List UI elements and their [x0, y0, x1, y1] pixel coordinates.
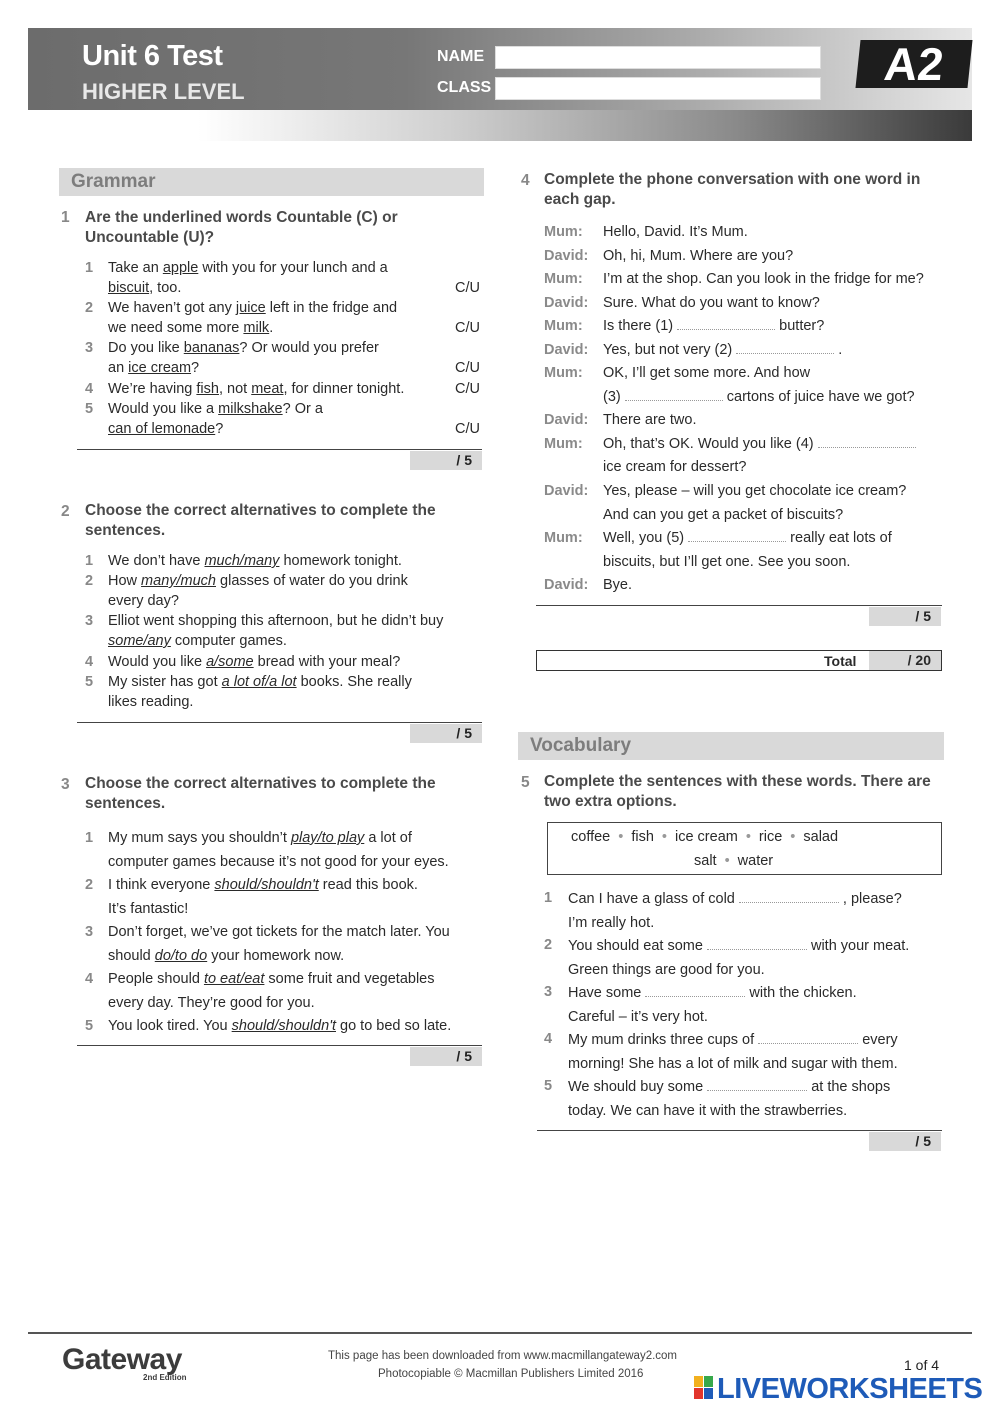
word-option: fish: [631, 829, 654, 845]
item-text: My sister has got a lot of/a lot books. She really likes reading.: [108, 674, 412, 710]
speaker: Mum:: [544, 224, 583, 240]
dialogue-line: OK, I’ll get some more. And how: [603, 365, 811, 381]
speaker: Mum:: [544, 436, 583, 452]
score-box: / 5: [869, 607, 941, 626]
cu-choice[interactable]: C/U: [455, 280, 480, 296]
bullet-separator: •: [661, 829, 667, 845]
item-number: 5: [85, 1018, 94, 1034]
item-number: 2: [544, 937, 553, 953]
name-field[interactable]: [495, 46, 821, 69]
footer-divider: [28, 1332, 972, 1334]
dialogue-line: (3) cartons of juice have we got?: [603, 389, 915, 405]
cu-choice[interactable]: C/U: [455, 421, 480, 437]
item-text: My mum drinks three cups of every morning! She has a lot of milk and sugar with them.: [568, 1032, 898, 1072]
item-text: Can I have a glass of cold , please? I’m really hot.: [568, 891, 902, 931]
bullet-separator: •: [618, 829, 624, 845]
answer-gap[interactable]: [758, 1034, 858, 1044]
word-option: coffee: [571, 829, 611, 845]
header-strip: [28, 110, 972, 141]
cu-choice[interactable]: C/U: [455, 320, 480, 336]
dialogue-line: Hello, David. It’s Mum.: [603, 224, 748, 240]
page-title: Unit 6 Test: [82, 40, 223, 72]
dialogue-line: There are two.: [603, 412, 697, 428]
total-label: Total: [824, 653, 857, 669]
item-text: We’re having fish, not meat, for dinner tonight.: [108, 381, 405, 397]
item-text: Would you like a/some bread with your meal?: [108, 654, 401, 670]
word-option: water: [737, 853, 774, 869]
item-text: Don’t forget, we’ve got tickets for the match later. You should do/to do your homework now.: [108, 924, 450, 964]
answer-gap[interactable]: [645, 987, 745, 997]
item-text: People should to eat/eat some fruit and vegetables every day. They’re good for you.: [108, 971, 435, 1011]
name-label: NAME: [437, 48, 485, 65]
question-instruction: Choose the correct alternatives to complete the sentences.: [85, 502, 436, 539]
dialogue-line: ice cream for dessert?: [603, 459, 747, 475]
item-number: 1: [85, 260, 94, 276]
cu-choice[interactable]: C/U: [455, 360, 480, 376]
score-box: / 5: [410, 451, 482, 470]
total-score: / 20: [869, 651, 941, 670]
answer-gap[interactable]: [707, 1081, 807, 1091]
speaker: Mum:: [544, 365, 583, 381]
class-field[interactable]: [495, 77, 821, 100]
speaker: Mum:: [544, 271, 583, 287]
item-number: 4: [544, 1031, 553, 1047]
answer-gap[interactable]: [818, 438, 916, 448]
item-number: 1: [544, 890, 553, 906]
dialogue-line: Oh, hi, Mum. Where are you?: [603, 248, 794, 264]
item-number: 4: [85, 654, 94, 670]
item-text: How many/much glasses of water do you drink every day?: [108, 573, 408, 609]
gateway-logo: Gateway: [62, 1343, 182, 1376]
answer-gap[interactable]: [677, 320, 775, 330]
item-text: We haven’t got any juice left in the fridge and we need some more milk.: [108, 300, 398, 336]
item-text: I think everyone should/shouldn't read this book. It’s fantastic!: [108, 877, 418, 917]
item-text: My mum says you shouldn’t play/to play a lot of computer games because it’s not good for your eyes.: [108, 830, 449, 870]
speaker: David:: [544, 342, 589, 358]
item-number: 5: [85, 674, 94, 690]
item-number: 4: [85, 971, 94, 987]
speaker: David:: [544, 295, 589, 311]
item-number: 4: [85, 381, 94, 397]
dialogue-line: Bye.: [603, 577, 633, 593]
item-text: Elliot went shopping this afternoon, but he didn’t buy some/any computer games.: [108, 613, 444, 649]
dialogue-line: Yes, please – will you get chocolate ice cream?: [603, 483, 907, 499]
edition-label: 2nd Edition: [143, 1373, 187, 1382]
score-box: / 5: [410, 1047, 482, 1066]
liveworksheets-icon: [694, 1376, 714, 1400]
class-label: CLASS: [437, 79, 492, 96]
item-number: 3: [544, 984, 553, 1000]
item-text: You look tired. You should/shouldn't go to bed so late.: [108, 1018, 452, 1034]
item-number: 3: [85, 924, 94, 940]
bullet-separator: •: [790, 829, 796, 845]
question-instruction: Choose the correct alternatives to complete the sentences.: [85, 775, 436, 812]
divider: [77, 449, 482, 450]
bullet-separator: •: [745, 829, 751, 845]
question-number: 2: [61, 503, 70, 520]
question-instruction: Are the underlined words Countable (C) or Uncountable (U)?: [85, 209, 398, 246]
divider: [537, 1130, 942, 1131]
item-number: 2: [85, 573, 94, 589]
item-text: Would you like a milkshake? Or a can of lemonade?: [108, 401, 323, 437]
item-number: 2: [85, 877, 94, 893]
divider: [77, 722, 482, 723]
item-text: We don’t have much/many homework tonight.: [108, 553, 402, 569]
item-text: Do you like bananas? Or would you prefer an ice cream?: [108, 340, 379, 376]
speaker: Mum:: [544, 530, 583, 546]
answer-gap[interactable]: [739, 893, 839, 903]
cu-choice[interactable]: C/U: [455, 381, 480, 397]
answer-gap[interactable]: [625, 391, 723, 401]
item-text: Take an apple with you for your lunch and a biscuit, too.: [108, 260, 388, 296]
grammar-section-title: Grammar: [59, 168, 484, 196]
level-badge: A2: [855, 40, 972, 88]
word-option: salad: [803, 829, 839, 845]
divider: [536, 605, 942, 606]
footer-download-text: This page has been downloaded from www.macmillangateway2.com: [328, 1350, 678, 1362]
item-number: 3: [85, 613, 94, 629]
item-number: 1: [85, 553, 94, 569]
score-box: / 5: [869, 1132, 941, 1151]
speaker: David:: [544, 412, 589, 428]
dialogue-line: I’m at the shop. Can you look in the fridge for me?: [603, 271, 924, 287]
speaker: David:: [544, 248, 589, 264]
item-text: Have some with the chicken. Careful – it’s very hot.: [568, 985, 857, 1025]
word-option: rice: [758, 829, 783, 845]
answer-gap[interactable]: [707, 940, 807, 950]
dialogue-line: Oh, that’s OK. Would you like (4): [603, 436, 916, 452]
answer-gap[interactable]: [688, 532, 786, 542]
dialogue-line: And can you get a packet of biscuits?: [603, 507, 844, 523]
dialogue-line: Is there (1) butter?: [603, 318, 825, 334]
answer-gap[interactable]: [736, 344, 834, 354]
word-row: [694, 853, 773, 869]
footer-copyright: Photocopiable © Macmillan Publishers Limited 2016: [378, 1368, 644, 1380]
vocabulary-section-title: Vocabulary: [518, 732, 944, 760]
page-number: 1 of 4: [904, 1357, 940, 1373]
item-text: We should buy some at the shops today. We can have it with the strawberries.: [568, 1079, 891, 1119]
dialogue-line: biscuits, but I’ll get one. See you soon.: [603, 554, 851, 570]
word-option: ice cream: [674, 829, 738, 845]
item-number: 2: [85, 300, 94, 316]
dialogue-line: Sure. What do you want to know?: [603, 295, 820, 311]
word-option: salt: [694, 853, 717, 869]
speaker: Mum:: [544, 318, 583, 334]
bullet-separator: •: [724, 853, 730, 869]
question-number: 1: [61, 209, 70, 226]
question-instruction: Complete the sentences with these words. There are two extra options.: [544, 773, 931, 810]
speaker: David:: [544, 577, 589, 593]
question-number: 4: [521, 172, 530, 189]
score-box: / 5: [410, 724, 482, 743]
page-level: HIGHER LEVEL: [82, 79, 245, 104]
item-text: You should eat some with your meat. Green things are good for you.: [568, 938, 910, 978]
item-number: 5: [85, 401, 94, 417]
question-number: 3: [61, 776, 70, 793]
dialogue-line: Yes, but not very (2) .: [603, 342, 843, 358]
divider: [77, 1045, 482, 1046]
item-number: 5: [544, 1078, 553, 1094]
item-number: 1: [85, 830, 94, 846]
question-instruction: Complete the phone conversation with one word in each gap.: [544, 171, 921, 208]
speaker: David:: [544, 483, 589, 499]
word-row: [571, 829, 838, 845]
question-number: 5: [521, 774, 530, 791]
dialogue-line: Well, you (5) really eat lots of: [603, 530, 892, 546]
item-number: 3: [85, 340, 94, 356]
liveworksheets-logo: LIVEWORKSHEETS: [717, 1373, 983, 1405]
